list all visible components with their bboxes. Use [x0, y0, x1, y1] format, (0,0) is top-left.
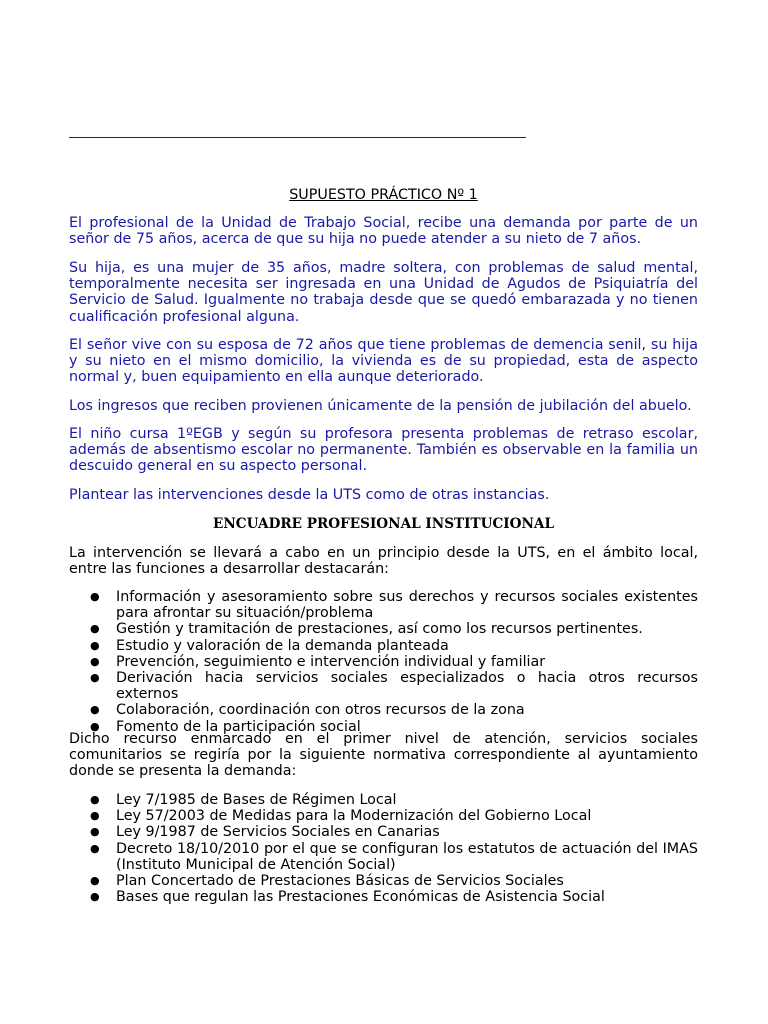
top-horizontal-rule	[69, 137, 526, 138]
bullet-icon: ●	[90, 622, 100, 636]
list-item	[69, 824, 698, 840]
list-item-text: Plan Concertado de Prestaciones Básicas de Servicios Sociales	[116, 873, 564, 890]
bullet-icon: ●	[90, 841, 100, 855]
list-item	[69, 792, 698, 808]
document-title: SUPUESTO PRÁCTICO Nº 1	[289, 187, 478, 203]
list-item-text: Ley 7/1985 de Bases de Régimen Local	[116, 792, 397, 808]
case-paragraph-5: El niño cursa 1ºEGB y según su profesora presenta problemas de retraso escolar, además de absentismo escolar no permanente. También es observable en la familia un descuido general en su aspecto personal.	[69, 426, 698, 475]
list-item	[69, 873, 698, 889]
list-item	[69, 638, 698, 654]
regulations-list	[69, 792, 698, 905]
list-item	[69, 621, 698, 637]
bullet-icon: ●	[90, 638, 100, 652]
bullet-icon: ●	[90, 590, 100, 603]
bullet-icon: ●	[90, 703, 100, 717]
list-item	[69, 670, 698, 702]
list-item-text: Estudio y valoración de la demanda planteada	[116, 637, 449, 654]
list-item	[69, 702, 698, 718]
bullet-icon: ●	[90, 671, 100, 685]
list-item	[69, 654, 698, 670]
intro-paragraph: La intervención se llevará a cabo en un principio desde la UTS, en el ámbito local, entre las funciones a desarrollar destacarán:	[69, 545, 698, 578]
list-item-text: Decreto 18/10/2010 por el que se configuran los estatutos de actuación del IMAS (Instituto Municipal de Atención Social)	[116, 840, 698, 873]
bullet-icon: ●	[90, 890, 100, 904]
bullet-icon: ●	[90, 825, 100, 839]
case-paragraph-1: El profesional de la Unidad de Trabajo Social, recibe una demanda por parte de un señor de 75 años, acerca de que su hija no puede atender a su nieto de 7 años.	[69, 215, 698, 248]
bullet-icon: ●	[90, 793, 100, 806]
list-item-text: Gestión y tramitación de prestaciones, así como los recursos pertinentes.	[116, 621, 643, 638]
section-heading: ENCUADRE PROFESIONAL INSTITUCIONAL	[212, 516, 555, 532]
list-item-text: Bases que regulan las Prestaciones Económicas de Asistencia Social	[116, 889, 605, 906]
list-item-text: Ley 57/2003 de Medidas para la Modernización del Gobierno Local	[116, 808, 592, 825]
bullet-icon: ●	[90, 809, 100, 823]
bullet-icon: ●	[90, 654, 100, 668]
bullet-icon: ●	[90, 874, 100, 888]
list-item	[69, 841, 698, 873]
case-paragraph-2: Su hija, es una mujer de 35 años, madre soltera, con problemas de salud mental, temporalmente necesita ser ingresada en una Unidad de Agudos de Psiquiatría del Servicio de Salud. Igualmente no trabaja desde que se quedó embarazada y no tienen cualificación profesional alguna.	[69, 260, 698, 325]
list-item-text: Derivación hacia servicios sociales especializados o hacia otros recursos externos	[116, 670, 698, 703]
list-item	[69, 589, 698, 621]
list-item-text: Fomento de la participación social	[116, 718, 361, 735]
list-item-text: Información y asesoramiento sobre sus derechos y recursos sociales existentes para afrontar su situación/problema	[116, 589, 698, 622]
case-paragraph-3: El señor vive con su esposa de 72 años que tiene problemas de demencia senil, su hija y su nieto en el mismo domicilio, la vivienda es de su propiedad, esta de aspecto normal y, buen equipamiento en ella aunque deteriorado.	[69, 337, 698, 386]
case-paragraph-4: Los ingresos que reciben provienen únicamente de la pensión de jubilación del abuelo.	[69, 398, 692, 414]
framework-paragraph: Dicho recurso enmarcado en el primer nivel de atención, servicios sociales comunitarios se regiría por la siguiente normativa correspondiente al ayuntamiento donde se presenta la demanda:	[69, 731, 698, 780]
list-item-text: Prevención, seguimiento e intervención individual y familiar	[116, 653, 546, 670]
list-item-text: Ley 9/1987 de Servicios Sociales en Canarias	[116, 824, 440, 841]
functions-list	[69, 589, 698, 735]
list-item-text: Colaboración, coordinación con otros recursos de la zona	[116, 702, 525, 719]
list-item	[69, 889, 698, 905]
bullet-icon: ●	[90, 719, 100, 733]
case-paragraph-6: Plantear las intervenciones desde la UTS como de otras instancias.	[69, 487, 550, 503]
list-item	[69, 808, 698, 824]
